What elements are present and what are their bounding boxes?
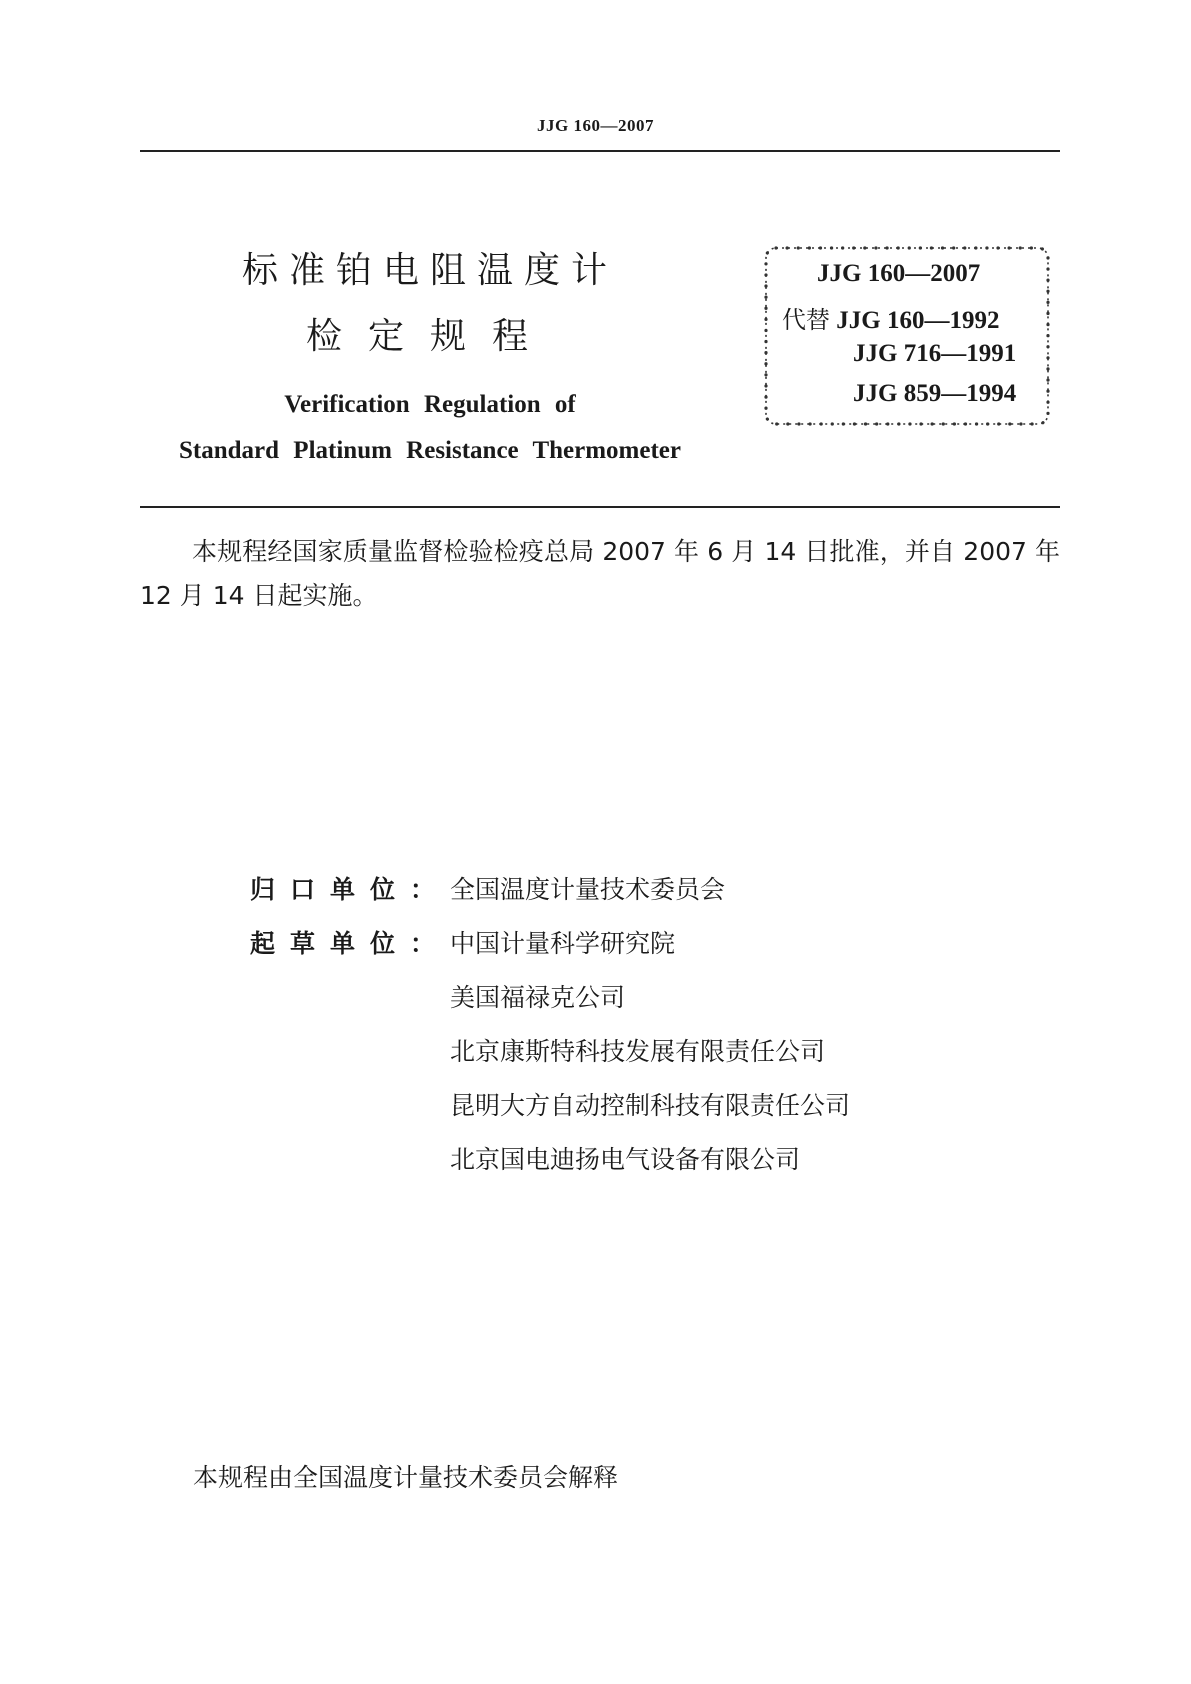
title-english-line-2: Standard Platinum Resistance Thermometer <box>179 437 681 464</box>
header-rule <box>140 150 1060 152</box>
drafting-unit-2: 美国福禄克公司 <box>450 983 626 1012</box>
replaced-code-2: JJG 716—1991 <box>853 340 1017 367</box>
standard-code-box <box>762 244 1052 428</box>
interpretation-note: 本规程由全国温度计量技术委员会解释 <box>193 1463 619 1492</box>
approval-text: 本规程经国家质量监督检验检疫总局 2007 年 6 月 14 日批准，并自 2007 年 12 月 14 日起实施。 <box>140 537 1060 610</box>
drafting-unit-1: 中国计量科学研究院 <box>450 929 676 958</box>
current-code: JJG 160—2007 <box>817 260 981 287</box>
replaces-line <box>782 300 999 335</box>
title-english-line-1: Verification Regulation of <box>284 391 576 418</box>
drafting-unit-5: 北京国电迪扬电气设备有限公司 <box>450 1145 801 1174</box>
drafting-unit-4: 昆明大方自动控制科技有限责任公司 <box>450 1091 851 1120</box>
responsible-unit-label: 归口单位： <box>250 875 451 904</box>
replaced-code-1: JJG 160—1992 <box>836 307 1000 334</box>
section-rule <box>140 506 1060 508</box>
replaces-label: 代替 <box>782 306 830 334</box>
drafting-unit-3: 北京康斯特科技发展有限责任公司 <box>450 1037 826 1066</box>
title-chinese-line-2: 检定规程 <box>305 316 554 357</box>
approval-paragraph <box>140 530 1060 618</box>
replaced-code-3: JJG 859—1994 <box>853 380 1017 407</box>
running-header: JJG 160—2007 <box>537 116 654 135</box>
title-chinese-line-1: 标准铂电阻温度计 <box>241 250 618 291</box>
drafting-unit-label: 起草单位： <box>250 929 451 958</box>
responsible-unit-value: 全国温度计量技术委员会 <box>450 875 726 904</box>
